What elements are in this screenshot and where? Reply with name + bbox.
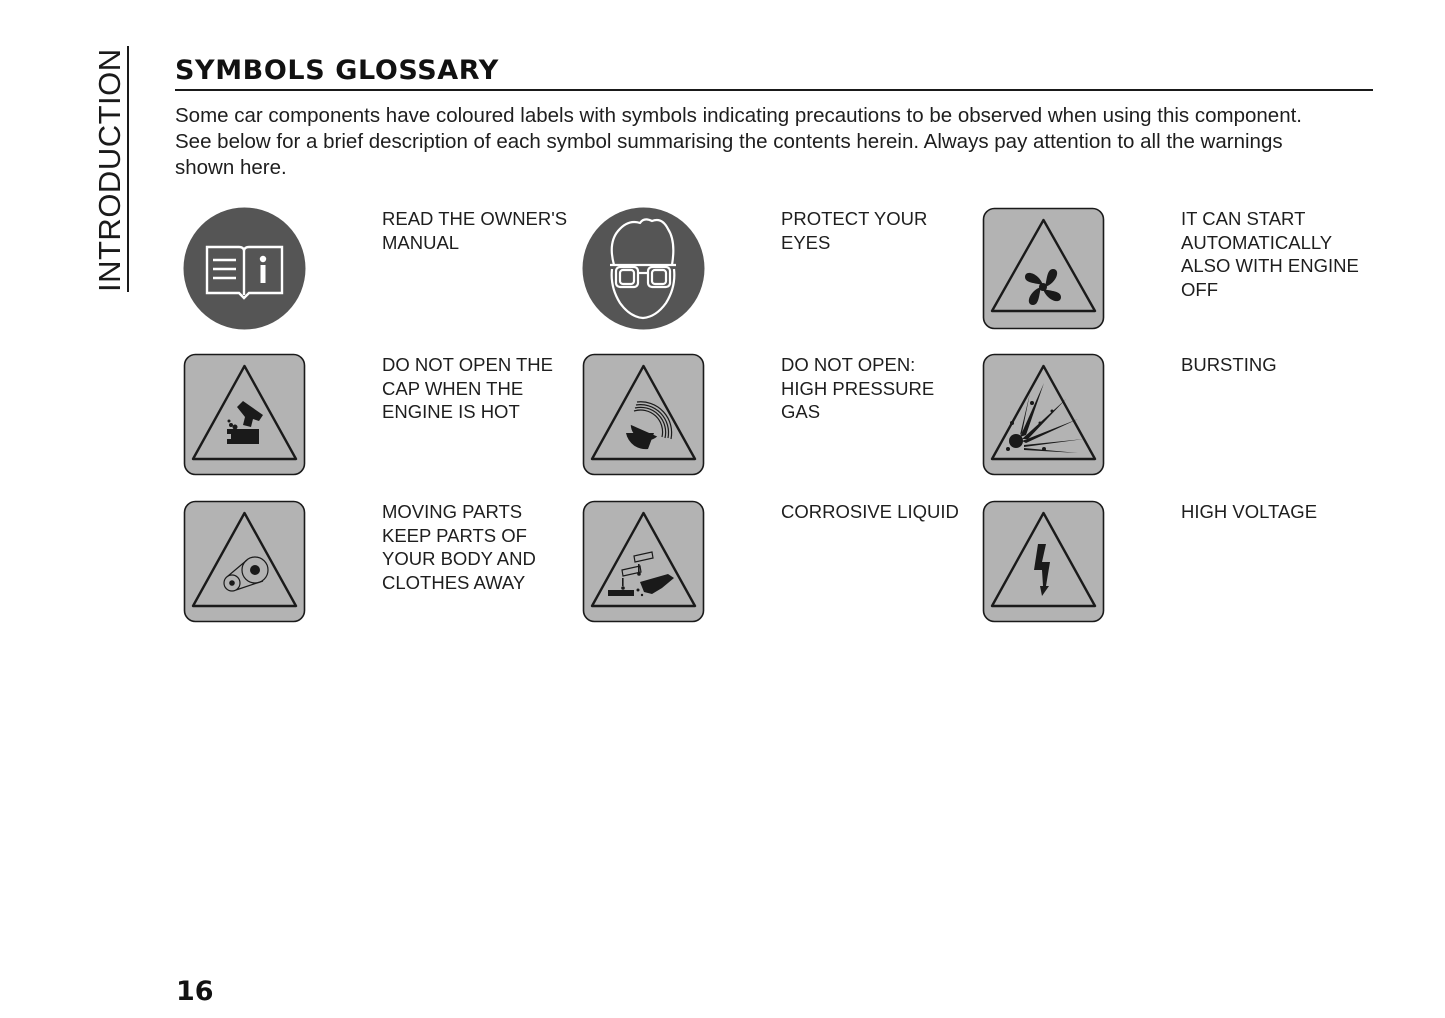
symbol-bursting <box>982 353 1382 483</box>
symbol-label: IT CAN START AUTOMATICALLY ALSO WITH ENGINE OFF <box>1181 208 1359 300</box>
intro-paragraph <box>175 103 1375 181</box>
fan-auto-start-icon <box>982 207 1105 330</box>
symbol-label: MOVING PARTS KEEP PARTS OF YOUR BODY AND CLOTHES AWAY <box>382 501 536 593</box>
symbol-high-voltage <box>982 500 1382 630</box>
bursting-icon <box>982 353 1105 476</box>
symbol-label: BURSTING <box>1181 354 1277 375</box>
read-manual-icon <box>183 207 306 330</box>
symbol-protect-eyes <box>582 207 982 337</box>
symbol-label: PROTECT YOUR EYES <box>781 208 928 253</box>
symbol-label: HIGH VOLTAGE <box>1181 501 1318 522</box>
side-tab-divider <box>127 46 129 292</box>
title-underline <box>175 89 1373 91</box>
symbol-label: DO NOT OPEN THE CAP WHEN THE ENGINE IS HOT <box>382 354 553 422</box>
page-number: 16 <box>176 976 214 1007</box>
intro-line: shown here. <box>175 156 287 179</box>
intro-line: See below for a brief description of each symbol summarising the contents herein. Always pay attention to all the warnings <box>175 130 1283 153</box>
symbol-label: READ THE OWNER'S MANUAL <box>382 208 568 253</box>
protect-eyes-icon <box>582 207 705 330</box>
section-title: SYMBOLS GLOSSARY <box>175 55 499 86</box>
moving-parts-icon <box>183 500 306 623</box>
intro-line: Some car components have coloured labels with symbols indicating precautions to be observed when using this component. <box>175 104 1302 127</box>
section-side-tab-label: INTRODUCTION <box>92 48 127 292</box>
high-pressure-gas-icon <box>582 353 705 476</box>
symbol-moving-parts <box>183 500 583 630</box>
symbol-high-pressure-gas <box>582 353 982 483</box>
section-side-tab <box>92 48 128 292</box>
corrosive-liquid-icon <box>582 500 705 623</box>
symbol-auto-start <box>982 207 1382 337</box>
symbol-label: CORROSIVE LIQUID <box>781 501 959 522</box>
hot-cap-icon <box>183 353 306 476</box>
symbol-hot-cap <box>183 353 583 483</box>
symbol-corrosive-liquid <box>582 500 982 630</box>
symbol-read-manual <box>183 207 583 337</box>
high-voltage-icon <box>982 500 1105 623</box>
symbol-label: DO NOT OPEN: HIGH PRESSURE GAS <box>781 354 935 422</box>
